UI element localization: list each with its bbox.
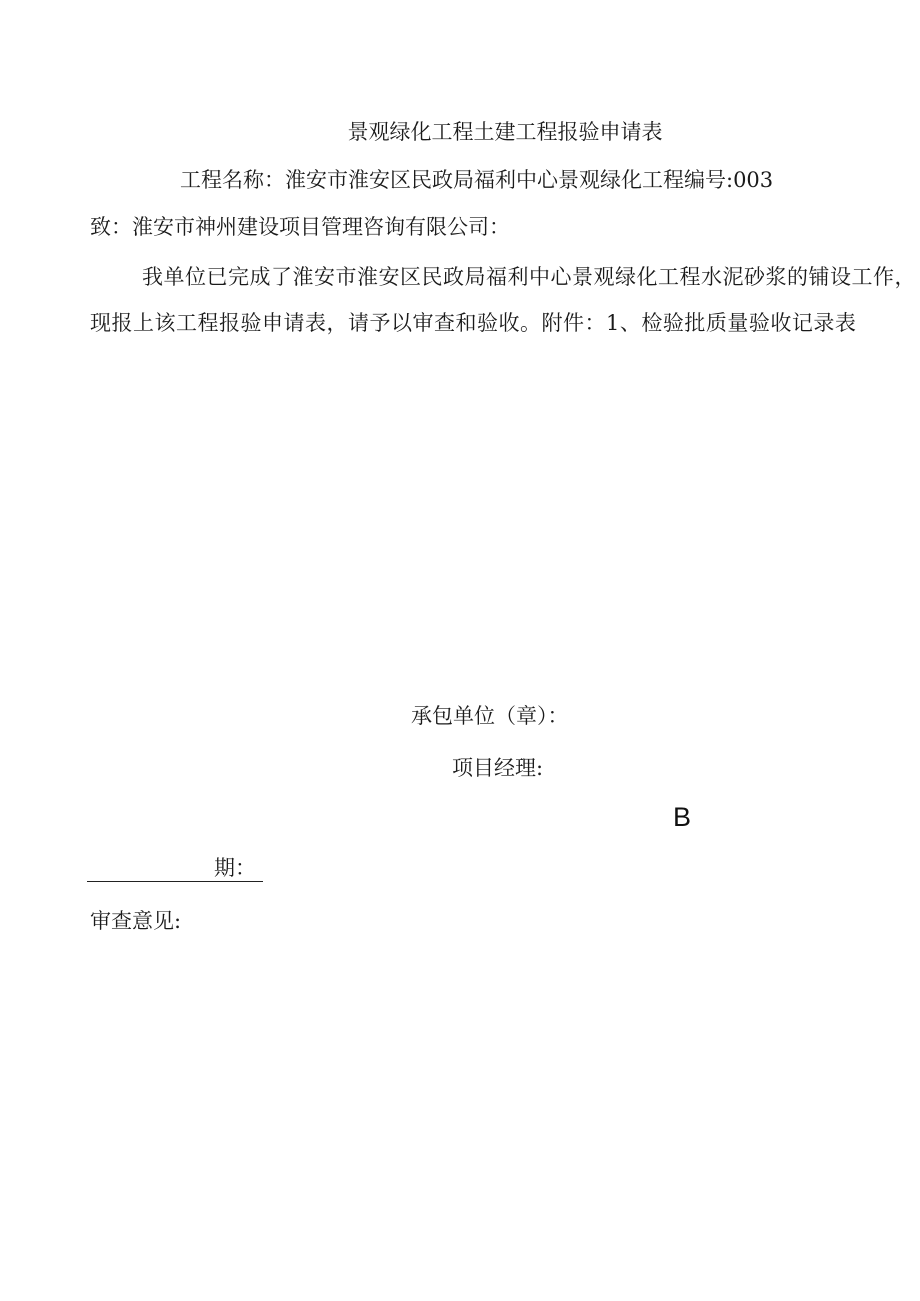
body-paragraph: 我单位已完成了淮安市淮安区民政局福利中心景观绿化工程水泥砂浆的铺设工作，现报上该工程报验申请表，请予以审查和验收。附件：1、检验批质量验收记录表 (90, 265, 916, 335)
project-name-line: 工程名称：淮安市淮安区民政局福利中心景观绿化工程编号:003 (180, 168, 774, 192)
date-label: 期： (214, 856, 256, 880)
mark-letter: B (673, 802, 692, 832)
document-title: 景观绿化工程土建工程报验申请表 (347, 120, 663, 144)
project-manager-label: 项目经理: (452, 756, 544, 780)
recipient-line: 致：淮安市神州建设项目管理咨询有限公司： (90, 215, 510, 239)
review-opinion-label: 审查意见: (90, 909, 182, 933)
date-underline (87, 881, 263, 882)
contractor-seal-label: 承包单位（章）： (411, 704, 569, 728)
